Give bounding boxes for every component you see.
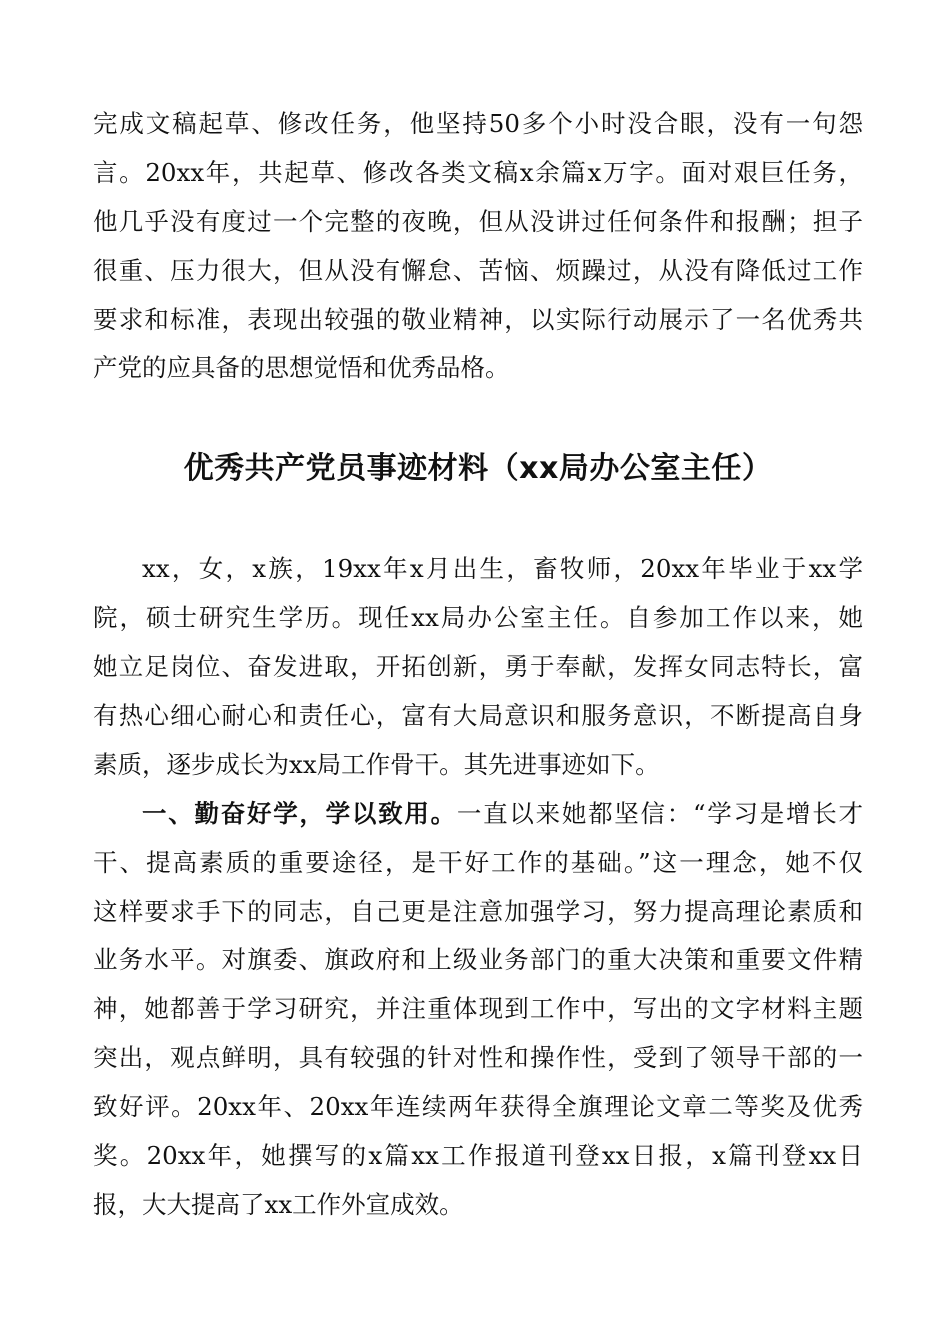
paragraph-line: 言。20xx年，共起草、修改各类文稿x余篇x万字。面对艰巨任务，: [93, 157, 863, 187]
paragraph-line: 产党的应具备的思想觉悟和优秀品格。: [93, 353, 510, 383]
paragraph-line: xx，女，x族，19xx年x月出生，畜牧师，20xx年毕业于xx学: [142, 554, 863, 584]
section-one-paragraph: [93, 790, 863, 1230]
paragraph-line: 突出，观点鲜明，具有较强的针对性和操作性，受到了领导干部的一: [93, 1043, 863, 1073]
paragraph-line: [93, 790, 863, 839]
paragraph-line: 干、提高素质的重要途径，是干好工作的基础。”这一理念，她不仅: [93, 847, 863, 877]
paragraph-line: 素质，逐步成长为xx局工作骨干。其先进事迹如下。: [93, 749, 660, 779]
paragraph-line: 有热心细心耐心和责任心，富有大局意识和服务意识，不断提高自身: [93, 701, 863, 731]
document-title: 优秀共产党员事迹材料（xx局办公室主任）: [183, 451, 773, 487]
paragraph-line: 要求和标准，表现出较强的敬业精神，以实际行动展示了一名优秀共: [93, 304, 863, 334]
intro-paragraph: [93, 545, 863, 789]
prior-paragraph: [93, 100, 863, 393]
paragraph-line: 致好评。20xx年、20xx年连续两年获得全旗理论文章二等奖及优秀: [93, 1092, 863, 1122]
paragraph-line: 报，大大提高了xx工作外宣成效。: [93, 1189, 464, 1219]
paragraph-line: 她立足岗位、奋发进取，开拓创新，勇于奉献，发挥女同志特长，富: [93, 652, 863, 682]
paragraph-line: 这样要求手下的同志，自己更是注意加强学习，努力提高理论素质和: [93, 896, 863, 926]
paragraph-line: 他几乎没有度过一个完整的夜晚，但从没讲过任何条件和报酬；担子: [93, 206, 863, 236]
section-text: 一直以来她都坚信：“学习是增长才: [456, 798, 863, 828]
section-heading: 一、勤奋好学，学以致用。: [142, 798, 457, 828]
paragraph-line: 业务水平。对旗委、旗政府和上级业务部门的重大决策和重要文件精: [93, 945, 863, 975]
paragraph-line: 很重、压力很大，但从没有懈怠、苦恼、烦躁过，从没有降低过工作: [93, 255, 863, 285]
paragraph-line: 奖。20xx年，她撰写的x篇xx工作报道刊登xx日报，x篇刊登xx日: [93, 1141, 863, 1171]
paragraph-line: 完成文稿起草、修改任务，他坚持50多个小时没合眼，没有一句怨: [93, 109, 863, 138]
paragraph-line: 院，硕士研究生学历。现任xx局办公室主任。自参加工作以来，她: [93, 603, 863, 633]
paragraph-line: 神，她都善于学习研究，并注重体现到工作中，写出的文字材料主题: [93, 994, 863, 1024]
document-page: [93, 100, 863, 1230]
